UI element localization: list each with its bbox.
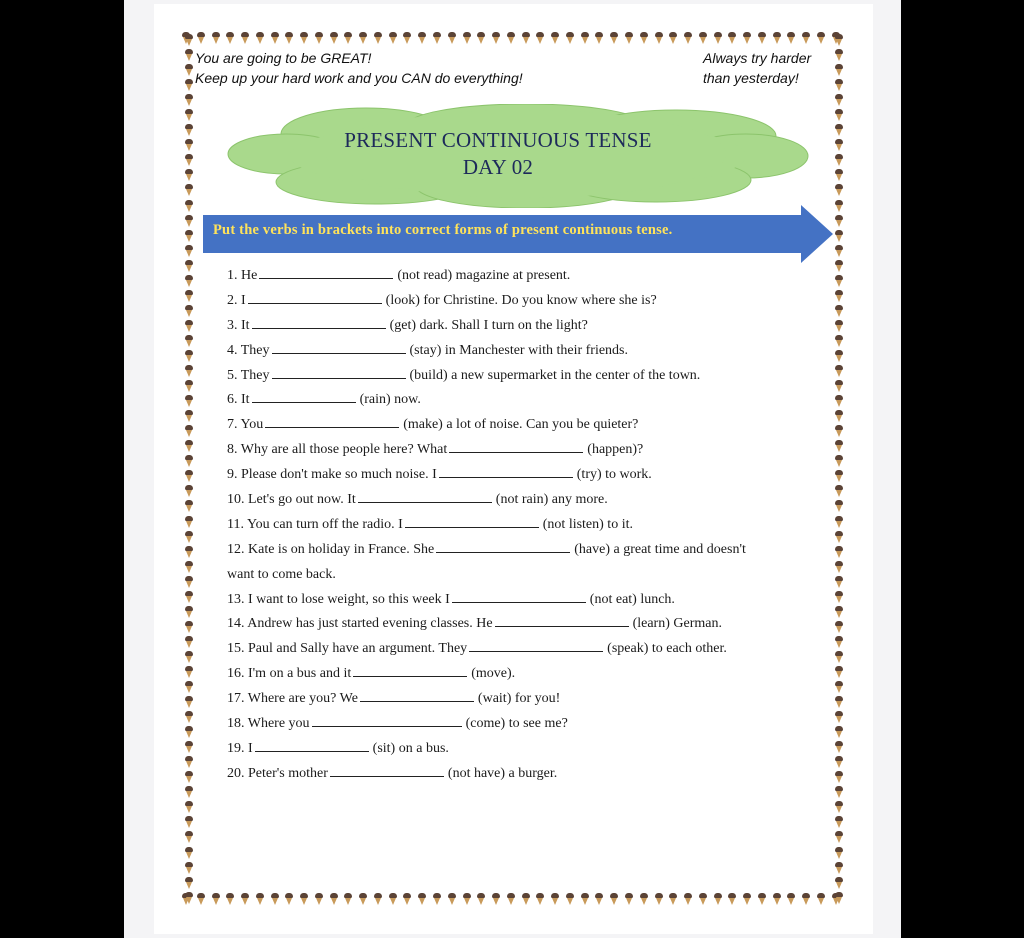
worksheet-day: DAY 02 bbox=[462, 155, 534, 179]
ice-cream-cone-icon bbox=[640, 893, 648, 905]
ice-cream-cone-icon bbox=[185, 771, 193, 783]
answer-blank[interactable] bbox=[436, 539, 570, 553]
ice-cream-cone-icon bbox=[185, 245, 193, 257]
answer-blank[interactable] bbox=[353, 663, 467, 677]
exercise-verb-hint: (happen)? bbox=[587, 442, 644, 458]
ice-cream-cone-icon bbox=[285, 32, 293, 44]
exercise-item bbox=[227, 264, 837, 289]
ice-cream-cone-icon bbox=[418, 893, 426, 905]
ice-cream-cone-icon bbox=[185, 94, 193, 106]
ice-cream-cone-icon bbox=[271, 32, 279, 44]
ice-cream-cone-icon bbox=[835, 109, 843, 121]
answer-blank[interactable] bbox=[405, 514, 539, 528]
exercise-verb-hint: (not read) magazine at present. bbox=[397, 268, 571, 283]
ice-cream-cone-icon bbox=[773, 893, 781, 905]
answer-blank[interactable] bbox=[358, 489, 492, 503]
exercise-item bbox=[227, 538, 837, 563]
ice-cream-cone-icon bbox=[817, 893, 825, 905]
exercise-number: 11. bbox=[227, 516, 244, 532]
ice-cream-cone-icon bbox=[448, 32, 456, 44]
decorative-border-left bbox=[182, 34, 196, 904]
exercise-prompt: I want to lose weight, so this week I bbox=[248, 591, 450, 607]
ice-cream-cone-icon bbox=[185, 275, 193, 287]
ice-cream-cone-icon bbox=[507, 32, 515, 44]
motivation-left-line-1: You are going to be GREAT! bbox=[195, 50, 372, 66]
ice-cream-cone-icon bbox=[185, 154, 193, 166]
ice-cream-cone-icon bbox=[185, 681, 193, 693]
ice-cream-cone-icon bbox=[835, 847, 843, 859]
answer-blank[interactable] bbox=[330, 763, 444, 777]
exercise-item bbox=[227, 339, 837, 364]
ice-cream-cone-icon bbox=[684, 893, 692, 905]
ice-cream-cone-icon bbox=[256, 893, 264, 905]
ice-cream-cone-icon bbox=[595, 32, 603, 44]
exercise-verb-hint: (try) to work. bbox=[576, 467, 652, 483]
ice-cream-cone-icon bbox=[835, 200, 843, 212]
decorative-border-top bbox=[182, 32, 840, 46]
exercise-item bbox=[227, 413, 837, 438]
ice-cream-cone-icon bbox=[185, 666, 193, 678]
exercise-prompt: Please don't make so much noise. I bbox=[241, 467, 437, 483]
exercise-verb-hint: (come) to see me? bbox=[465, 716, 568, 732]
ice-cream-cone-icon bbox=[185, 230, 193, 242]
ice-cream-cone-icon bbox=[669, 893, 677, 905]
ice-cream-cone-icon bbox=[185, 335, 193, 347]
exercise-number: 19. bbox=[227, 740, 245, 756]
motivation-right-line-1: Always try harder bbox=[703, 50, 812, 66]
ice-cream-cone-icon bbox=[300, 893, 308, 905]
exercise-number: 2. bbox=[227, 292, 238, 308]
motivation-right-line-2: than yesterday! bbox=[703, 70, 799, 86]
instruction-text: Put the verbs in brackets into correct forms of present continuous tense. bbox=[213, 222, 673, 238]
exercise-prompt: Andrew has just started evening classes. He bbox=[247, 616, 493, 632]
ice-cream-cone-icon bbox=[403, 893, 411, 905]
ice-cream-cone-icon bbox=[359, 893, 367, 905]
exercise-item bbox=[227, 488, 837, 513]
decorative-border-bottom bbox=[182, 893, 840, 907]
exercise-number: 18. bbox=[227, 716, 245, 732]
exercise-item bbox=[227, 662, 837, 687]
exercise-verb-hint: (speak) to each other. bbox=[607, 641, 727, 657]
ice-cream-cone-icon bbox=[835, 816, 843, 828]
ice-cream-cone-icon bbox=[684, 32, 692, 44]
ice-cream-cone-icon bbox=[185, 636, 193, 648]
ice-cream-cone-icon bbox=[285, 893, 293, 905]
ice-cream-cone-icon bbox=[817, 32, 825, 44]
ice-cream-cone-icon bbox=[581, 893, 589, 905]
ice-cream-cone-icon bbox=[595, 893, 603, 905]
ice-cream-cone-icon bbox=[185, 816, 193, 828]
answer-blank[interactable] bbox=[255, 738, 369, 752]
exercise-item bbox=[227, 289, 837, 314]
exercise-number: 10. bbox=[227, 492, 245, 508]
ice-cream-cone-icon bbox=[185, 696, 193, 708]
ice-cream-cone-icon bbox=[714, 893, 722, 905]
exercise-item bbox=[227, 588, 837, 613]
ice-cream-cone-icon bbox=[835, 215, 843, 227]
ice-cream-cone-icon bbox=[536, 32, 544, 44]
exercise-verb-hint: (not eat) lunch. bbox=[589, 591, 675, 607]
ice-cream-cone-icon bbox=[835, 169, 843, 181]
exercise-item bbox=[227, 712, 837, 737]
exercise-number: 13. bbox=[227, 591, 245, 607]
ice-cream-cone-icon bbox=[185, 847, 193, 859]
exercise-verb-hint: (learn) German. bbox=[632, 616, 722, 632]
exercise-item bbox=[227, 637, 837, 662]
exercise-number: 17. bbox=[227, 691, 245, 707]
ice-cream-cone-icon bbox=[185, 365, 193, 377]
ice-cream-cone-icon bbox=[185, 215, 193, 227]
ice-cream-cone-icon bbox=[835, 892, 843, 904]
ice-cream-cone-icon bbox=[463, 893, 471, 905]
ice-cream-cone-icon bbox=[185, 290, 193, 302]
ice-cream-cone-icon bbox=[315, 32, 323, 44]
exercise-number: 1. bbox=[227, 268, 238, 283]
ice-cream-cone-icon bbox=[418, 32, 426, 44]
ice-cream-cone-icon bbox=[610, 893, 618, 905]
ice-cream-cone-icon bbox=[551, 32, 559, 44]
motivation-left-line-2: Keep up your hard work and you CAN do everything! bbox=[195, 70, 523, 86]
answer-blank[interactable] bbox=[360, 688, 474, 702]
ice-cream-cone-icon bbox=[655, 893, 663, 905]
ice-cream-cone-icon bbox=[185, 862, 193, 874]
ice-cream-cone-icon bbox=[185, 485, 193, 497]
ice-cream-cone-icon bbox=[212, 893, 220, 905]
ice-cream-cone-icon bbox=[728, 32, 736, 44]
ice-cream-cone-icon bbox=[185, 139, 193, 151]
ice-cream-cone-icon bbox=[315, 893, 323, 905]
exercise-prompt: I bbox=[241, 292, 246, 308]
exercise-number: 16. bbox=[227, 666, 245, 682]
ice-cream-cone-icon bbox=[185, 470, 193, 482]
ice-cream-cone-icon bbox=[185, 621, 193, 633]
ice-cream-cone-icon bbox=[758, 893, 766, 905]
ice-cream-cone-icon bbox=[581, 32, 589, 44]
ice-cream-cone-icon bbox=[714, 32, 722, 44]
ice-cream-cone-icon bbox=[185, 756, 193, 768]
ice-cream-cone-icon bbox=[522, 893, 530, 905]
ice-cream-cone-icon bbox=[344, 893, 352, 905]
ice-cream-cone-icon bbox=[522, 32, 530, 44]
ice-cream-cone-icon bbox=[669, 32, 677, 44]
ice-cream-cone-icon bbox=[743, 32, 751, 44]
exercise-prompt: They bbox=[240, 367, 270, 383]
ice-cream-cone-icon bbox=[359, 32, 367, 44]
ice-cream-cone-icon bbox=[536, 893, 544, 905]
ice-cream-cone-icon bbox=[835, 139, 843, 151]
worksheet-title: PRESENT CONTINUOUS TENSE bbox=[344, 128, 652, 152]
exercise-number: 9. bbox=[227, 467, 238, 483]
exercise-verb-hint: (not have) a burger. bbox=[447, 765, 558, 781]
ice-cream-cone-icon bbox=[185, 711, 193, 723]
ice-cream-cone-icon bbox=[241, 32, 249, 44]
ice-cream-cone-icon bbox=[835, 34, 843, 46]
answer-blank[interactable] bbox=[449, 439, 583, 453]
ice-cream-cone-icon bbox=[330, 32, 338, 44]
ice-cream-cone-icon bbox=[699, 32, 707, 44]
exercise-prompt: Kate is on holiday in France. She bbox=[248, 541, 435, 557]
ice-cream-cone-icon bbox=[835, 184, 843, 196]
ice-cream-cone-icon bbox=[507, 893, 515, 905]
ice-cream-cone-icon bbox=[185, 892, 193, 904]
ice-cream-cone-icon bbox=[448, 893, 456, 905]
exercise-number: 8. bbox=[227, 442, 238, 458]
ice-cream-cone-icon bbox=[835, 230, 843, 242]
ice-cream-cone-icon bbox=[625, 893, 633, 905]
ice-cream-cone-icon bbox=[835, 49, 843, 61]
ice-cream-cone-icon bbox=[185, 801, 193, 813]
ice-cream-cone-icon bbox=[185, 455, 193, 467]
exercise-verb-hint: (have) a great time and doesn't bbox=[574, 541, 746, 557]
exercise-item bbox=[227, 563, 837, 588]
ice-cream-cone-icon bbox=[185, 425, 193, 437]
exercise-item bbox=[227, 737, 837, 762]
exercise-verb-hint: (not listen) to it. bbox=[542, 516, 633, 532]
ice-cream-cone-icon bbox=[185, 546, 193, 558]
exercise-number: 12. bbox=[227, 541, 245, 557]
exercise-verb-hint: (look) for Christine. Do you know where she is? bbox=[385, 292, 657, 308]
ice-cream-cone-icon bbox=[330, 893, 338, 905]
ice-cream-cone-icon bbox=[185, 395, 193, 407]
ice-cream-cone-icon bbox=[492, 893, 500, 905]
ice-cream-cone-icon bbox=[835, 831, 843, 843]
ice-cream-cone-icon bbox=[699, 893, 707, 905]
exercise-verb-hint: (stay) in Manchester with their friends. bbox=[409, 342, 629, 358]
ice-cream-cone-icon bbox=[185, 831, 193, 843]
ice-cream-cone-icon bbox=[610, 32, 618, 44]
answer-blank[interactable] bbox=[252, 389, 356, 403]
ice-cream-cone-icon bbox=[185, 64, 193, 76]
ice-cream-cone-icon bbox=[728, 893, 736, 905]
answer-blank[interactable] bbox=[469, 638, 603, 652]
exercise-prompt: Where are you? We bbox=[247, 691, 358, 707]
answer-blank[interactable] bbox=[312, 713, 462, 727]
ice-cream-cone-icon bbox=[389, 32, 397, 44]
exercise-prompt: want to come back. bbox=[227, 566, 336, 582]
exercise-number: 4. bbox=[227, 342, 238, 358]
ice-cream-cone-icon bbox=[566, 32, 574, 44]
ice-cream-cone-icon bbox=[185, 34, 193, 46]
exercise-verb-hint: (move). bbox=[471, 666, 516, 682]
answer-blank[interactable] bbox=[495, 613, 629, 627]
ice-cream-cone-icon bbox=[300, 32, 308, 44]
ice-cream-cone-icon bbox=[835, 154, 843, 166]
ice-cream-cone-icon bbox=[185, 320, 193, 332]
ice-cream-cone-icon bbox=[835, 786, 843, 798]
ice-cream-cone-icon bbox=[802, 893, 810, 905]
answer-blank[interactable] bbox=[265, 414, 399, 428]
exercise-item bbox=[227, 513, 837, 538]
exercise-prompt: It bbox=[241, 392, 250, 408]
ice-cream-cone-icon bbox=[185, 440, 193, 452]
exercise-prompt: You can turn off the radio. I bbox=[246, 516, 403, 532]
ice-cream-cone-icon bbox=[787, 32, 795, 44]
ice-cream-cone-icon bbox=[802, 32, 810, 44]
answer-blank[interactable] bbox=[272, 365, 406, 379]
exercise-prompt: Peter's mother bbox=[248, 765, 328, 781]
ice-cream-cone-icon bbox=[185, 531, 193, 543]
ice-cream-cone-icon bbox=[185, 606, 193, 618]
exercise-prompt: You bbox=[240, 417, 264, 433]
ice-cream-cone-icon bbox=[185, 184, 193, 196]
ice-cream-cone-icon bbox=[185, 49, 193, 61]
ice-cream-cone-icon bbox=[492, 32, 500, 44]
ice-cream-cone-icon bbox=[271, 893, 279, 905]
exercise-item bbox=[227, 388, 837, 413]
answer-blank[interactable] bbox=[452, 589, 586, 603]
ice-cream-cone-icon bbox=[212, 32, 220, 44]
ice-cream-cone-icon bbox=[185, 200, 193, 212]
exercise-item bbox=[227, 314, 837, 339]
ice-cream-cone-icon bbox=[835, 801, 843, 813]
ice-cream-cone-icon bbox=[185, 124, 193, 136]
ice-cream-cone-icon bbox=[226, 32, 234, 44]
exercise-verb-hint: (wait) for you! bbox=[477, 691, 561, 707]
ice-cream-cone-icon bbox=[625, 32, 633, 44]
answer-blank[interactable] bbox=[248, 290, 382, 304]
ice-cream-cone-icon bbox=[185, 516, 193, 528]
ice-cream-cone-icon bbox=[743, 893, 751, 905]
ice-cream-cone-icon bbox=[185, 380, 193, 392]
exercise-list bbox=[227, 264, 837, 787]
ice-cream-cone-icon bbox=[835, 124, 843, 136]
exercise-prompt: Let's go out now. It bbox=[248, 492, 356, 508]
exercise-number: 20. bbox=[227, 765, 245, 781]
ice-cream-cone-icon bbox=[185, 109, 193, 121]
ice-cream-cone-icon bbox=[640, 32, 648, 44]
ice-cream-cone-icon bbox=[655, 32, 663, 44]
exercise-prompt: Paul and Sally have an argument. They bbox=[248, 641, 468, 657]
ice-cream-cone-icon bbox=[185, 651, 193, 663]
ice-cream-cone-icon bbox=[835, 245, 843, 257]
ice-cream-cone-icon bbox=[185, 576, 193, 588]
ice-cream-cone-icon bbox=[185, 591, 193, 603]
exercise-item bbox=[227, 364, 837, 389]
exercise-verb-hint: (rain) now. bbox=[359, 392, 421, 408]
exercise-prompt: I'm on a bus and it bbox=[248, 666, 352, 682]
ice-cream-cone-icon bbox=[185, 561, 193, 573]
ice-cream-cone-icon bbox=[787, 893, 795, 905]
exercise-prompt: I bbox=[248, 740, 253, 756]
exercise-prompt: They bbox=[240, 342, 270, 358]
ice-cream-cone-icon bbox=[241, 893, 249, 905]
ice-cream-cone-icon bbox=[374, 893, 382, 905]
exercise-prompt: Why are all those people here? What bbox=[240, 442, 448, 458]
ice-cream-cone-icon bbox=[835, 94, 843, 106]
exercise-number: 6. bbox=[227, 392, 238, 408]
ice-cream-cone-icon bbox=[185, 260, 193, 272]
answer-blank[interactable] bbox=[439, 464, 573, 478]
ice-cream-cone-icon bbox=[256, 32, 264, 44]
ice-cream-cone-icon bbox=[185, 500, 193, 512]
ice-cream-cone-icon bbox=[463, 32, 471, 44]
exercise-item bbox=[227, 687, 837, 712]
exercise-number: 5. bbox=[227, 367, 238, 383]
ice-cream-cone-icon bbox=[835, 64, 843, 76]
answer-blank[interactable] bbox=[259, 265, 393, 279]
ice-cream-cone-icon bbox=[551, 893, 559, 905]
exercise-verb-hint: (sit) on a bus. bbox=[372, 740, 449, 756]
exercise-number: 3. bbox=[227, 317, 238, 333]
ice-cream-cone-icon bbox=[477, 32, 485, 44]
exercise-prompt: It bbox=[241, 317, 250, 333]
exercise-verb-hint: (not rain) any more. bbox=[495, 492, 608, 508]
ice-cream-cone-icon bbox=[185, 410, 193, 422]
exercise-item bbox=[227, 463, 837, 488]
motivation-right bbox=[703, 48, 811, 88]
exercise-number: 15. bbox=[227, 641, 245, 657]
exercise-item bbox=[227, 612, 837, 637]
exercise-verb-hint: (get) dark. Shall I turn on the light? bbox=[389, 317, 588, 333]
ice-cream-cone-icon bbox=[185, 741, 193, 753]
ice-cream-cone-icon bbox=[374, 32, 382, 44]
ice-cream-cone-icon bbox=[433, 893, 441, 905]
ice-cream-cone-icon bbox=[185, 350, 193, 362]
ice-cream-cone-icon bbox=[226, 893, 234, 905]
ice-cream-cone-icon bbox=[835, 877, 843, 889]
ice-cream-cone-icon bbox=[197, 893, 205, 905]
ice-cream-cone-icon bbox=[758, 32, 766, 44]
ice-cream-cone-icon bbox=[433, 32, 441, 44]
ice-cream-cone-icon bbox=[566, 893, 574, 905]
exercise-prompt: Where you bbox=[247, 716, 310, 732]
exercise-item bbox=[227, 762, 837, 787]
ice-cream-cone-icon bbox=[835, 862, 843, 874]
ice-cream-cone-icon bbox=[344, 32, 352, 44]
ice-cream-cone-icon bbox=[185, 877, 193, 889]
motivation-left bbox=[195, 48, 523, 88]
ice-cream-cone-icon bbox=[185, 786, 193, 798]
exercise-item bbox=[227, 438, 837, 463]
ice-cream-cone-icon bbox=[477, 893, 485, 905]
ice-cream-cone-icon bbox=[185, 169, 193, 181]
ice-cream-cone-icon bbox=[389, 893, 397, 905]
ice-cream-cone-icon bbox=[773, 32, 781, 44]
ice-cream-cone-icon bbox=[403, 32, 411, 44]
exercise-number: 7. bbox=[227, 417, 238, 433]
exercise-verb-hint: (build) a new supermarket in the center of the town. bbox=[409, 367, 701, 383]
answer-blank[interactable] bbox=[272, 340, 406, 354]
answer-blank[interactable] bbox=[252, 315, 386, 329]
ice-cream-cone-icon bbox=[185, 305, 193, 317]
ice-cream-cone-icon bbox=[835, 79, 843, 91]
exercise-verb-hint: (make) a lot of noise. Can you be quieter? bbox=[403, 417, 639, 433]
exercise-number: 14. bbox=[227, 616, 245, 632]
ice-cream-cone-icon bbox=[197, 32, 205, 44]
ice-cream-cone-icon bbox=[185, 79, 193, 91]
exercise-prompt: He bbox=[241, 268, 258, 283]
ice-cream-cone-icon bbox=[185, 726, 193, 738]
